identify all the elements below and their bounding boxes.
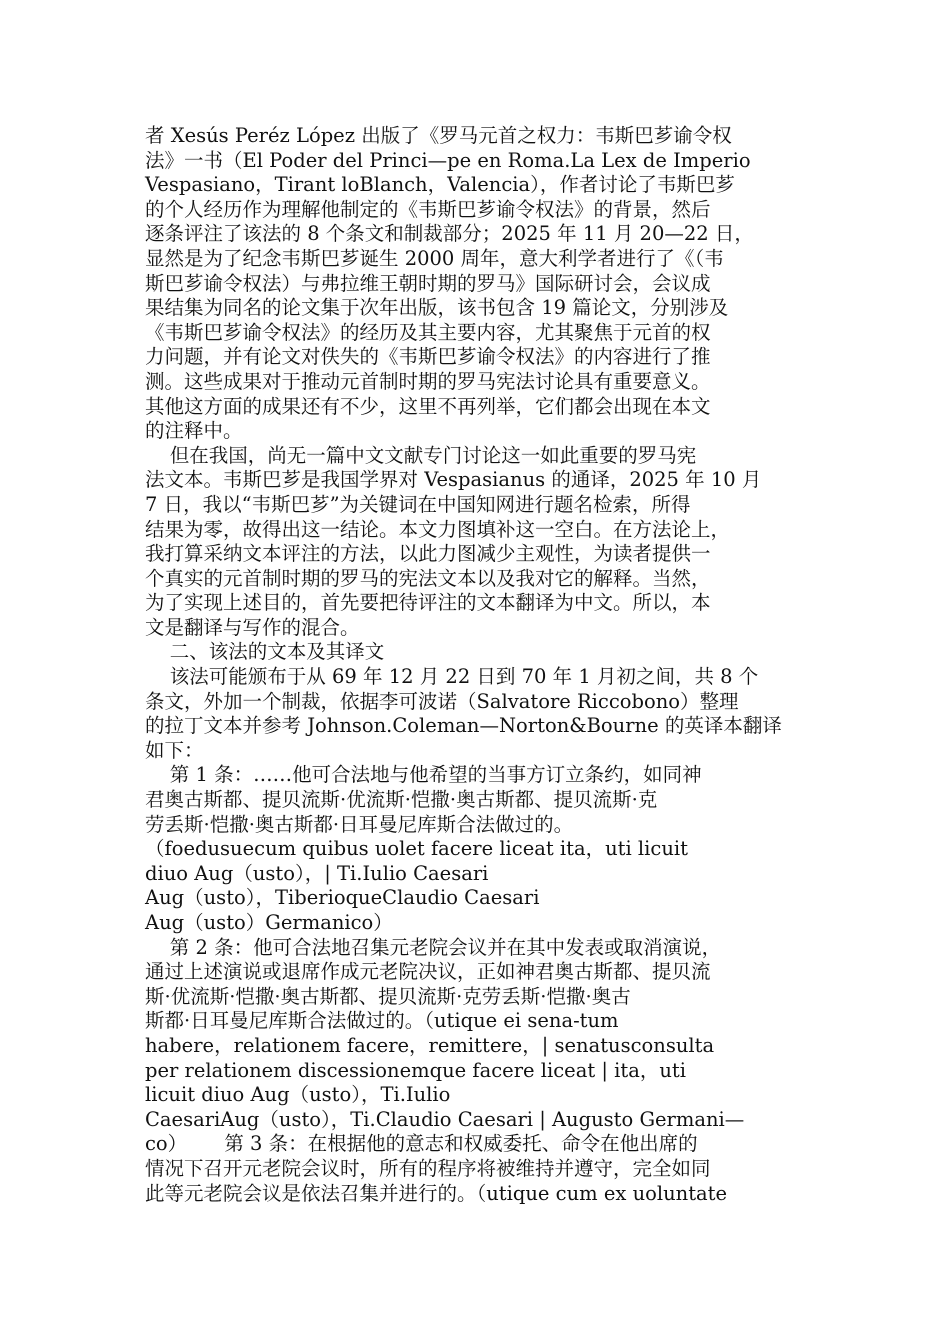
article-2-line: 第 2 条：他可合法地召集元老院会议并在其中发表或取消演说， — [145, 935, 722, 959]
latin-text-line: diuo Aug（usto），| Ti.Iulio Caesari — [145, 861, 489, 885]
text-line: 条文，外加一个制裁，依据李可波诺（Salvatore Riccobono）整理 — [145, 689, 739, 713]
latin-text-line: per relationem discessionemque facere liceat | ita，uti — [145, 1058, 686, 1082]
text-line: 结果为零，故得出这一结论。本文力图填补这一空白。在方法论上， — [145, 517, 731, 541]
text-line: 我打算采纳文本评注的方法，以此力图减少主观性，为读者提供一 — [145, 542, 711, 566]
text-line: Vespasiano，Tirant loBlanch，Valencia），作者讨论了韦斯巴芗 — [145, 173, 735, 197]
text-line: 其他这方面的成果还有不少，这里不再列举，它们都会出现在本文 — [145, 394, 711, 418]
text-line: 斯巴芗谕令权法）与弗拉维王朝时期的罗马》国际研讨会，会议成 — [145, 271, 711, 295]
text-line: 的注释中。 — [145, 419, 243, 443]
text-line: 个真实的元首制时期的罗马的宪法文本以及我对它的解释。当然， — [145, 566, 711, 590]
latin-text-line: Aug（usto），TiberioqueClaudio Caesari — [145, 886, 540, 910]
text-line: 者 Xesús Peréz López 出版了《罗马元首之权力：韦斯巴芗谕令权 — [145, 124, 732, 147]
article-1-line: 劳丢斯·恺撒·奥古斯都·日耳曼尼库斯合法做过的。 — [145, 812, 574, 836]
latin-text-line: （foedusuecum quibus uolet facere liceat ita，uti licuit — [145, 837, 688, 861]
latin-text-line: habere，relationem facere，remittere，| senatusconsulta — [145, 1033, 715, 1057]
text-line: 《韦斯巴芗谕令权法》的经历及其主要内容，尤其聚焦于元首的权 — [145, 320, 711, 344]
section-heading: 二、该法的文本及其译文 — [145, 640, 385, 664]
article-3-line: co） 第 3 条：在根据他的意志和权威委托、命令在他出席的 — [145, 1132, 698, 1156]
article-1-line: 第 1 条：……他可合法地与他希望的当事方订立条约，如同神 — [145, 763, 702, 787]
text-line: 的个人经历作为理解他制定的《韦斯巴芗谕令权法》的背景，然后 — [145, 197, 711, 221]
text-line: 法》一书（El Poder del Princi—pe en Roma.La Lex de Imperio — [145, 148, 751, 172]
text-line: 的拉丁文本并参考 Johnson.Coleman—Norton&Bourne 的英译本翻译 — [145, 714, 782, 738]
text-line: 但在我国，尚无一篇中文文献专门讨论这一如此重要的罗马宪 — [145, 443, 697, 467]
article-3-line: 情况下召开元老院会议时，所有的程序将被维持并遵守，完全如同 — [145, 1156, 711, 1180]
text-line: 为了实现上述目的，首先要把待评注的文本翻译为中文。所以，本 — [145, 591, 711, 615]
text-line: 果结集为同名的论文集于次年出版，该书包含 19 篇论文，分别涉及 — [145, 296, 729, 320]
text-line: 文是翻译与写作的混合。 — [145, 615, 360, 639]
text-line: 7 日，我以“韦斯巴芗”为关键词在中国知网进行题名检索，所得 — [145, 492, 691, 516]
text-line: 力问题，并有论文对佚失的《韦斯巴芗谕令权法》的内容进行了推 — [145, 345, 711, 369]
article-2-line: 斯·优流斯·恺撒·奥古斯都、提贝流斯·克劳丢斯·恺撒·奥古 — [145, 984, 631, 1008]
latin-text-line: Aug（usto）Germanico） — [145, 911, 393, 934]
article-1-line: 君奥古斯都、提贝流斯·优流斯·恺撒·奥古斯都、提贝流斯·克 — [145, 788, 658, 812]
article-2-line: 通过上述演说或退席作成元老院决议，正如神君奥古斯都、提贝流 — [145, 960, 711, 984]
text-line: 该法可能颁布于从 69 年 12 月 22 日到 70 年 1 月初之间，共 8 个 — [145, 665, 759, 689]
article-3-line: 此等元老院会议是依法召集并进行的。（utique cum ex uoluntate — [145, 1181, 728, 1205]
text-line: 测。这些成果对于推动元首制时期的罗马宪法讨论具有重要意义。 — [145, 369, 711, 393]
text-line: 显然是为了纪念韦斯巴芗诞生 2000 周年，意大利学者进行了《（韦 — [145, 246, 724, 270]
latin-text-line: CaesariAug（usto），Ti.Claudio Caesari | Augusto Germani— — [145, 1107, 745, 1131]
document-body — [145, 124, 810, 1206]
text-line: 法文本。韦斯巴芗是我国学界对 Vespasianus 的通译，2025 年 10 月 — [145, 468, 762, 492]
text-line: 如下： — [145, 738, 204, 762]
article-2-line: 斯都·日耳曼尼库斯合法做过的。（utique ei sena-tum — [145, 1009, 619, 1033]
text-line: 逐条评注了该法的 8 个条文和制裁部分；2025 年 11 月 20—22 日， — [145, 222, 754, 246]
latin-text-line: licuit diuo Aug（usto），Ti.Iulio — [145, 1083, 451, 1107]
